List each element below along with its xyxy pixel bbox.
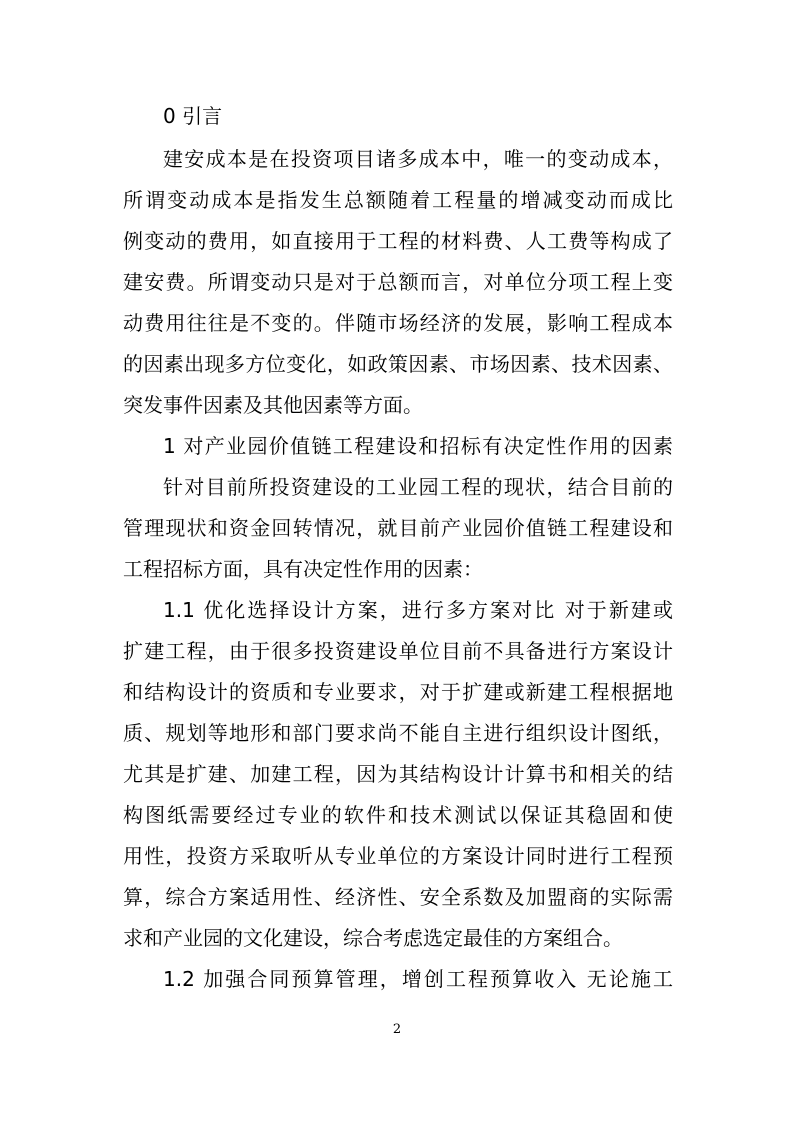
paragraph-line: 扩建工程，由于很多投资建设单位目前不具备进行方案设计 bbox=[123, 639, 673, 663]
paragraph-line: 质、规划等地形和部门要求尚不能自主进行组织设计图纸， bbox=[123, 721, 673, 745]
paragraph-line: 针对目前所投资建设的工业园工程的现状，结合目前的 bbox=[163, 475, 673, 499]
section-heading-1-2: 1.2 加强合同预算管理，增创工程预算收入 无论施工 bbox=[163, 967, 673, 991]
section-heading-1-1: 1.1 优化选择设计方案，进行多方案对比 对于新建或 bbox=[163, 598, 673, 622]
paragraph-line: 用性，投资方采取听从专业单位的方案设计同时进行工程预 bbox=[123, 844, 673, 868]
paragraph-line: 所谓变动成本是指发生总额随着工程量的增减变动而成比 bbox=[123, 188, 673, 212]
paragraph-line: 建安费。所谓变动只是对于总额而言，对单位分项工程上变 bbox=[123, 270, 673, 294]
paragraph-line: 工程招标方面，具有决定性作用的因素： bbox=[123, 557, 483, 581]
paragraph-line: 算，综合方案适用性、经济性、安全系数及加盟商的实际需 bbox=[123, 885, 673, 909]
paragraph-line: 管理现状和资金回转情况，就目前产业园价值链工程建设和 bbox=[123, 516, 673, 540]
section-heading-0: 0 引言 bbox=[163, 104, 223, 128]
section-heading-1: 1 对产业园价值链工程建设和招标有决定性作用的因素 bbox=[163, 434, 673, 458]
paragraph-line: 的因素出现多方位变化，如政策因素、市场因素、技术因素、 bbox=[123, 352, 673, 376]
paragraph-line: 构图纸需要经过专业的软件和技术测试以保证其稳固和使 bbox=[123, 803, 673, 827]
paragraph-line: 求和产业园的文化建设，综合考虑选定最佳的方案组合。 bbox=[123, 926, 623, 950]
page-number: 2 bbox=[392, 1022, 402, 1037]
paragraph-line: 建安成本是在投资项目诸多成本中，唯一的变动成本， bbox=[163, 147, 673, 171]
paragraph-line: 突发事件因素及其他因素等方面。 bbox=[123, 393, 423, 417]
paragraph-line: 尤其是扩建、加建工程，因为其结构设计计算书和相关的结 bbox=[123, 762, 673, 786]
paragraph-line: 动费用往往是不变的。伴随市场经济的发展，影响工程成本 bbox=[123, 311, 673, 335]
paragraph-line: 和结构设计的资质和专业要求，对于扩建或新建工程根据地 bbox=[123, 680, 673, 704]
paragraph-line: 例变动的费用，如直接用于工程的材料费、人工费等构成了 bbox=[123, 229, 673, 253]
